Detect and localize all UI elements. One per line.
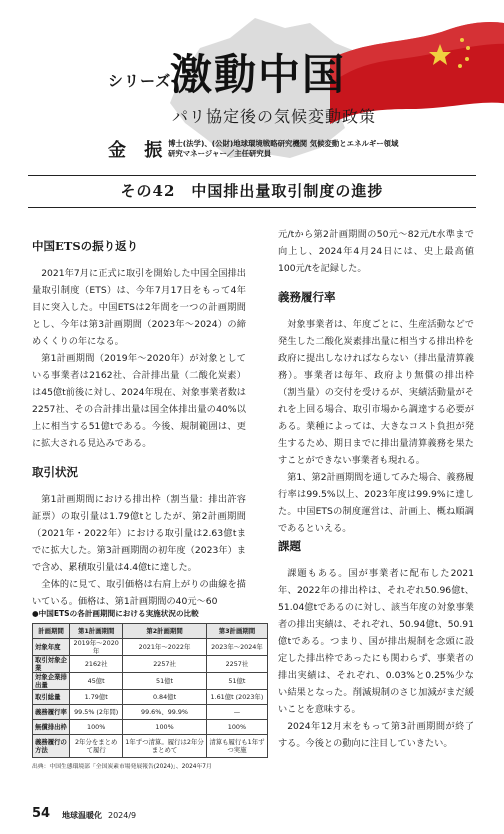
table-cell: 2023年〜2024年 — [206, 639, 267, 656]
table-row — [33, 690, 268, 705]
row-label: 対象年度 — [33, 639, 70, 656]
paragraph: 2024年12月末をもって第3計画期間が終了する。今後との動向に注目していきたい。 — [278, 721, 474, 749]
section-heading: 取引状況 — [32, 465, 78, 479]
table-cell: 2257社 — [123, 656, 207, 673]
chapter-title: その42 中国排出量取引制度の進捗 — [120, 182, 384, 200]
table-cell: 45億t — [70, 673, 123, 690]
table-row — [33, 720, 268, 735]
table-cell: 2162社 — [70, 656, 123, 673]
paragraph: 全体的に見て、取引価格は右肩上がりの曲線を描いている。価格は、第1計画期間の40元〜60 — [32, 579, 246, 607]
chapter-rule-top — [28, 175, 476, 176]
journal-issue: 2024/9 — [108, 811, 137, 820]
table-cell: 清算も履行も1年ずつ実施 — [206, 735, 267, 758]
right-column-bottom — [278, 526, 474, 752]
table-cell: 51億t — [123, 673, 207, 690]
author-affiliation: 博士(法学)、(公財)地球環境戦略研究機関 気候変動とエネルギー領域 研究マネージャー／主任研究員 — [168, 139, 399, 158]
table-cell: 2257社 — [206, 656, 267, 673]
table-source: 出典：中国生態環境部「全国炭素市場発展報告(2024)」、2024年7月 — [32, 764, 212, 770]
journal-name: 地球温暖化 — [62, 811, 102, 820]
series-title: 激動中国 — [170, 50, 347, 99]
row-label: 取引対象企業 — [33, 656, 70, 673]
row-label: 義務履行率 — [33, 705, 70, 720]
section-heading: 中国ETSの振り返り — [32, 239, 139, 253]
table-header-cell: 第2計画期間 — [123, 624, 207, 639]
table-header-cell: 第1計画期間 — [70, 624, 123, 639]
table-cell: 2019年〜2020年 — [70, 639, 123, 656]
comparison-table-block — [32, 608, 268, 770]
table-cell: 100% — [70, 720, 123, 735]
table-row — [33, 656, 268, 673]
table-cell: 1.79億t — [70, 690, 123, 705]
table-cell: — — [206, 705, 267, 720]
table-cell: 100% — [206, 720, 267, 735]
journal-footer — [62, 810, 136, 821]
table-cell: 1.61億t (2023年) — [206, 690, 267, 705]
author-name: 金 振 — [108, 140, 169, 161]
section-heading: 義務履行率 — [278, 290, 336, 304]
paragraph: 第1計画期間（2019年〜2020年）が対象としている事業者は2162社、合計排出量（二酸化炭素）は45億t前後に対し、2024年現在、対象事業者数は2257社、その合計排出量は国全体排出量の40%以上に相当する51億tである。今後、規制範囲は、更に拡大される見込みである。 — [32, 353, 246, 449]
table-cell: 99.6%、99.9% — [123, 705, 207, 720]
table-cell: 1年ずつ清算。履行は2年分まとめて — [123, 735, 207, 758]
table-cell: 99.5% (2年間) — [70, 705, 123, 720]
paragraph: 2021年7月に正式に取引を開始した中国全国排出量取引制度（ETS）は、今年7月17日をもって4年目に突入した。中国ETSは2年間を一つの計画期間とし、今年は第3計画期間（2023年〜2024）の締めくくりの年になる。 — [32, 268, 246, 347]
row-label: 無償排出枠 — [33, 720, 70, 735]
table-header-cell: 第3計画期間 — [206, 624, 267, 639]
table-cell: 0.84億t — [123, 690, 207, 705]
section-heading: 課題 — [278, 539, 301, 553]
header-area — [0, 0, 504, 170]
row-label: 義務履行の方法 — [33, 735, 70, 758]
row-label: 取引総量 — [33, 690, 70, 705]
chapter-rule-bottom — [28, 207, 476, 208]
table-cell: 51億t — [206, 673, 267, 690]
paragraph: 第1、第2計画期間を通してみた場合、義務履行率は99.5%以上、2023年度は99.9%に達した。中国ETSの制度運営は、計画上、概ね順調であるといえる。 — [278, 472, 474, 534]
table-header-cell: 計画期間 — [33, 624, 70, 639]
comparison-table — [32, 623, 268, 758]
table-caption: ●中国ETSの各計画期間における実施状況の比較 — [32, 609, 199, 618]
table-row — [33, 639, 268, 656]
paragraph: 元/tから第2計画期間の50元〜82元/t水準まで向上し、2024年4月24日には、史上最高値100元/tを記録した。 — [278, 229, 474, 274]
right-column-top — [278, 226, 474, 537]
table-row — [33, 735, 268, 758]
row-label: 対象企業排出量 — [33, 673, 70, 690]
paragraph: 第1計画期間における排出枠（割当量：排出許容証票）の取引量は1.79億tとしたが、第2計画期間（2021年・2022年）における取引量は2.63億tまでに拡大した。第3計画期間の初年度（2023年）まで含め、累積取引量は4.4億tに達した。 — [32, 494, 246, 573]
page-number: 54 — [32, 806, 51, 821]
series-label: シリーズ — [108, 72, 172, 90]
table-cell: 100% — [123, 720, 207, 735]
table-cell: 2021年〜2022年 — [123, 639, 207, 656]
table-row — [33, 673, 268, 690]
left-column — [32, 226, 246, 610]
series-subtitle: パリ協定後の気候変動政策 — [172, 107, 377, 126]
table-row — [33, 705, 268, 720]
paragraph: 対象事業者は、年度ごとに、生産活動などで発生した二酸化炭素排出量に相当する排出枠を政府に提出しなければならない（排出量清算義務）。事業者は毎年、政府より無償の排出枠（割当量）の交付を受けるが、実績活動量がそれを上回る場合、取引市場から調達する必要がある。業種によっては、大きなコスト負担が発生するため、期日までに排出量清算義務を果たすことができない事業者も現れる。 — [278, 319, 474, 466]
paragraph: 課題もある。国が事業者に配布した2021年、2022年の排出枠は、それぞれ50.96億t、51.04億tであるのに対し、該当年度の対象事業者の排出実績は、それぞれ、50.94億t、50.91億tである。つまり、国が排出規制を念頭に設定した排出枠であったにも関わらず、事業者の排出実績は、それぞれ、0.03%と0.25%少ない結果となった。削減規制のさじ加減がまだ緩いことを意味する。 — [278, 568, 474, 715]
table-cell: 2年分をまとめて履行 — [70, 735, 123, 758]
